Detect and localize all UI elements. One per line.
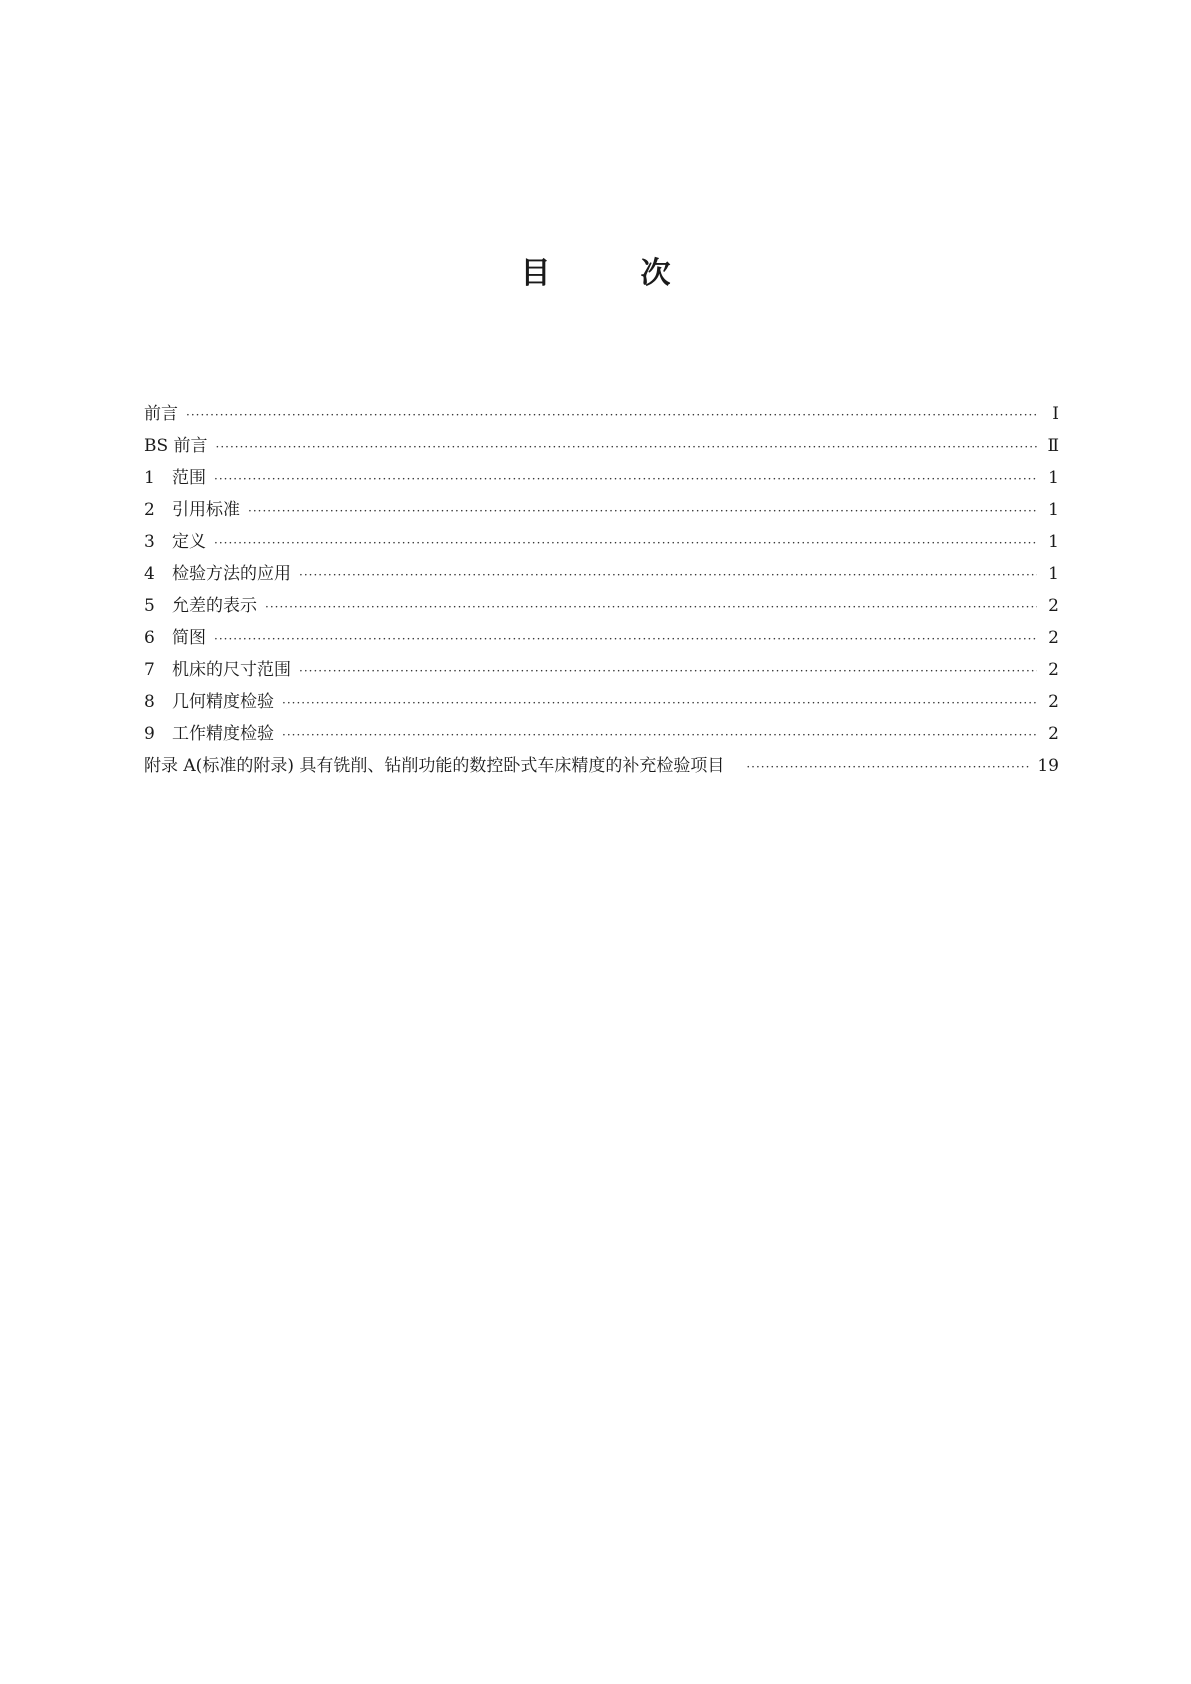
toc-entry-normative-references[interactable] <box>144 494 1059 526</box>
toc-entry-label: 定义 <box>172 532 206 552</box>
toc-entry-page: 19 <box>1037 756 1059 776</box>
toc-entry-bs-foreword[interactable] <box>144 430 1059 462</box>
toc-entry-definitions[interactable] <box>144 526 1059 558</box>
leader-dots <box>282 687 1037 719</box>
toc-entry-annex-a[interactable] <box>144 750 1059 782</box>
toc-entry-label: 几何精度检验 <box>172 692 274 712</box>
toc-entry-page: 1 <box>1048 532 1059 552</box>
toc-entry-label: 前言 <box>144 404 178 424</box>
title-char-2: 次 <box>640 256 671 291</box>
toc-entry-page: I <box>1052 404 1059 424</box>
toc-entry-label: 简图 <box>172 628 206 648</box>
toc-entry-page: 1 <box>1048 468 1059 488</box>
toc-entry-label: 机床的尺寸范围 <box>172 660 291 680</box>
toc-entry-label: 附录 A(标准的附录) 具有铣削、钻削功能的数控卧式车床精度的补充检验项目 <box>144 756 725 776</box>
toc-entry-page: 2 <box>1048 692 1059 712</box>
leader-dots <box>216 431 1037 463</box>
toc-entry-page: Ⅱ <box>1047 436 1059 456</box>
toc-entry-label: 范围 <box>172 468 206 488</box>
leader-dots <box>746 751 1031 783</box>
leader-dots <box>282 719 1037 751</box>
toc-entry-diagrams[interactable] <box>144 622 1059 654</box>
toc-entry-tolerances[interactable] <box>144 590 1059 622</box>
toc-entry-page: 2 <box>1048 596 1059 616</box>
table-of-contents <box>144 398 1059 782</box>
toc-entry-scope[interactable] <box>144 462 1059 494</box>
toc-entry-number: 1 <box>144 468 155 488</box>
page-title <box>0 248 1191 292</box>
leader-dots <box>299 655 1037 687</box>
toc-entry-page: 2 <box>1048 628 1059 648</box>
toc-entry-label: 检验方法的应用 <box>172 564 291 584</box>
leader-dots <box>299 559 1037 591</box>
toc-entry-number: 4 <box>144 564 155 584</box>
toc-entry-number: 7 <box>144 660 155 680</box>
toc-entry-page: 1 <box>1048 500 1059 520</box>
toc-entry-label: 工作精度检验 <box>172 724 274 744</box>
toc-entry-number: 5 <box>144 596 155 616</box>
toc-entry-machine-size-range[interactable] <box>144 654 1059 686</box>
toc-entry-page: 2 <box>1048 724 1059 744</box>
toc-entry-page: 2 <box>1048 660 1059 680</box>
title-char-1: 目 <box>520 256 551 291</box>
toc-entry-label: 允差的表示 <box>172 596 257 616</box>
toc-entry-page: 1 <box>1048 564 1059 584</box>
leader-dots <box>214 623 1037 655</box>
leader-dots <box>248 495 1037 527</box>
leader-dots <box>265 591 1037 623</box>
leader-dots <box>186 399 1037 431</box>
toc-entry-foreword[interactable] <box>144 398 1059 430</box>
toc-entry-number: 2 <box>144 500 155 520</box>
toc-entry-number: 6 <box>144 628 155 648</box>
toc-entry-machining-tests[interactable] <box>144 718 1059 750</box>
toc-entry-geometric-tests[interactable] <box>144 686 1059 718</box>
toc-entry-label: BS 前言 <box>144 436 208 456</box>
toc-entry-test-methods[interactable] <box>144 558 1059 590</box>
toc-entry-label: 引用标准 <box>172 500 240 520</box>
leader-dots <box>214 463 1037 495</box>
toc-entry-number: 8 <box>144 692 155 712</box>
toc-entry-number: 3 <box>144 532 155 552</box>
leader-dots <box>214 527 1037 559</box>
toc-entry-number: 9 <box>144 724 155 744</box>
